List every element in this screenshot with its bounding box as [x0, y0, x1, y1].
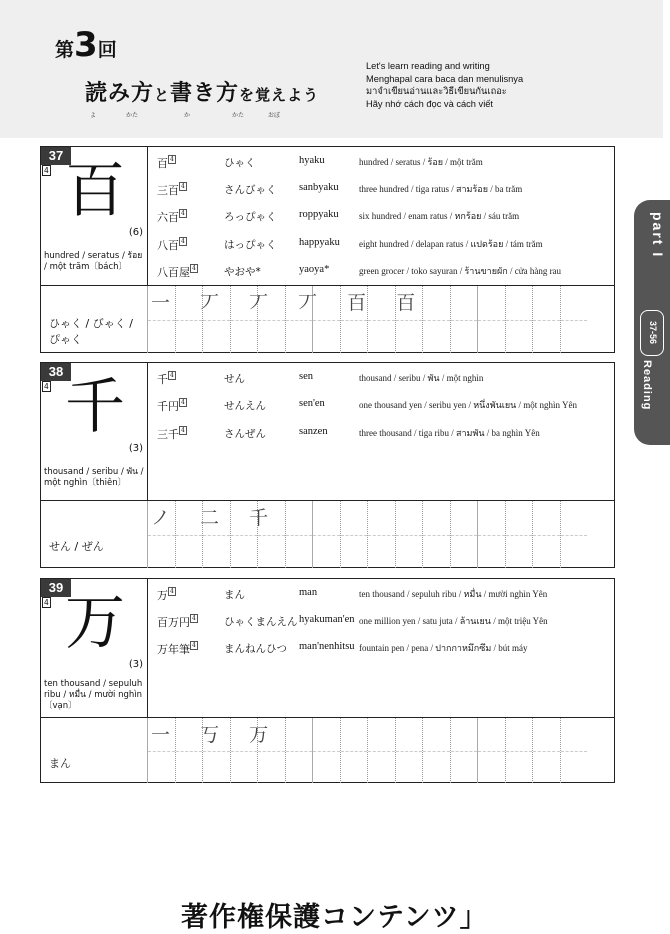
kanji-number: 39 — [41, 579, 71, 597]
kanji-card-39: 39 4 万 (3) ten thousand / sepuluh ribu / หมื่น / mười nghìn〔vạn〕 万 4 まん man ten thousand / sepuluh ribu / หมื่น / mười nghìn Yên 百万円 4 ひゃくまんえん hyakuman'en one million yen / satu juta / ล้านเยน / một triệu Yên 万年筆 4 まんねんひつ man'nenhitsu fountain pen / pena / ปากกาหมึกซึม / bút máy まん 一 丂 万 — [40, 578, 615, 783]
kanji-meaning: ten thousand / sepuluh ribu / หมื่น / mười nghìn〔vạn〕 — [44, 679, 143, 711]
furigana: よ — [90, 112, 97, 119]
copyright-footer: 著作権保護コンテンツ」 — [181, 902, 488, 933]
furigana: かた — [126, 112, 139, 119]
stroke-order: 一 丆 丆 丆 百 百 — [151, 292, 428, 314]
grade-badge: 4 — [44, 166, 49, 175]
writing-practice — [41, 500, 614, 568]
stroke-count: (3) — [128, 659, 143, 670]
kanji-readings: まん — [49, 757, 71, 770]
kanji-meaning: thousand / seribu / พัน / một nghìn〔thiên〕 — [44, 467, 144, 488]
kanji-number: 37 — [41, 147, 71, 165]
kanji-panel — [41, 579, 148, 717]
stroke-order: ノ 二 千 — [151, 507, 281, 529]
grade-badge: 4 — [44, 598, 49, 607]
furigana: おぼ — [268, 112, 281, 119]
grade-badge: 4 — [44, 382, 49, 391]
kanji-readings: ひゃく / びゃく / ぴゃく — [49, 317, 133, 346]
kanji-number: 38 — [41, 363, 71, 381]
part-side-tab — [634, 200, 670, 445]
kanji-character: 百 — [65, 156, 125, 226]
kanji-character: 千 — [65, 372, 125, 442]
kanji-character: 万 — [65, 588, 125, 658]
part-label: part I — [650, 212, 666, 259]
readings-box — [41, 286, 148, 353]
stroke-order: 一 丂 万 — [151, 724, 281, 746]
furigana: かた — [232, 112, 245, 119]
writing-practice — [41, 285, 614, 353]
lesson-title: 読み方と書き方を覚えよう — [85, 81, 320, 106]
kanji-meaning: hundred / seratus / ร้อย / một trăm〔bách〕 — [44, 251, 143, 272]
lesson-number: 第3回 — [55, 25, 117, 65]
readings-box — [41, 718, 148, 783]
lesson-header — [0, 0, 663, 138]
reading-label: Reading — [641, 360, 653, 411]
stroke-count: (3) — [128, 443, 143, 454]
kanji-card-37: 37 4 百 (6) hundred / seratus / ร้อย / một trăm〔bách〕 百 4 ひゃく hyaku hundred / seratus / ร้อย / một trăm 三百 4 さんびゃく sanbyaku three hundred / tiga ratus / สามร้อย / ba trăm 六百 4 ろっぴゃく roppyaku six hundred / enam ratus / หกร้อย / sáu trăm 八百 4 はっぴゃく happyaku eight hundred / delapan ratus / แปดร้อย / tám trăm 八百屋 4 やおや* yaoya* green grocer / toko sayuran / ร้านขายผัก / cửa hàng rau ひゃく / びゃく / ぴゃく 一 丆 丆 丆 百 百 — [40, 146, 615, 353]
writing-practice — [41, 717, 614, 783]
stroke-count: (6) — [128, 227, 143, 238]
header-description: Let's learn reading and writing Menghapal cara baca dan menulisnya มาจำเขียนอ่านและวิธีเขียนกันเถอะ Hãy nhớ cách đọc và cách viết — [366, 61, 524, 109]
range-badge: 37-56 — [640, 310, 664, 356]
kanji-readings: せん / ぜん — [49, 540, 104, 553]
kanji-panel — [41, 363, 148, 500]
kanji-card-38: 38 4 千 (3) thousand / seribu / พัน / một nghìn〔thiên〕 千 4 せん sen thousand / seribu / พัน / một nghìn 千円 4 せんえん sen'en one thousand yen / seribu yen / หนึ่งพันเยน / một nghìn Yên 三千 4 さんぜん sanzen three thousand / tiga ribu / สามพัน / ba nghìn Yên せん / ぜん ノ 二 千 — [40, 362, 615, 568]
furigana: か — [184, 112, 191, 119]
readings-box — [41, 501, 148, 568]
kanji-panel — [41, 147, 148, 285]
